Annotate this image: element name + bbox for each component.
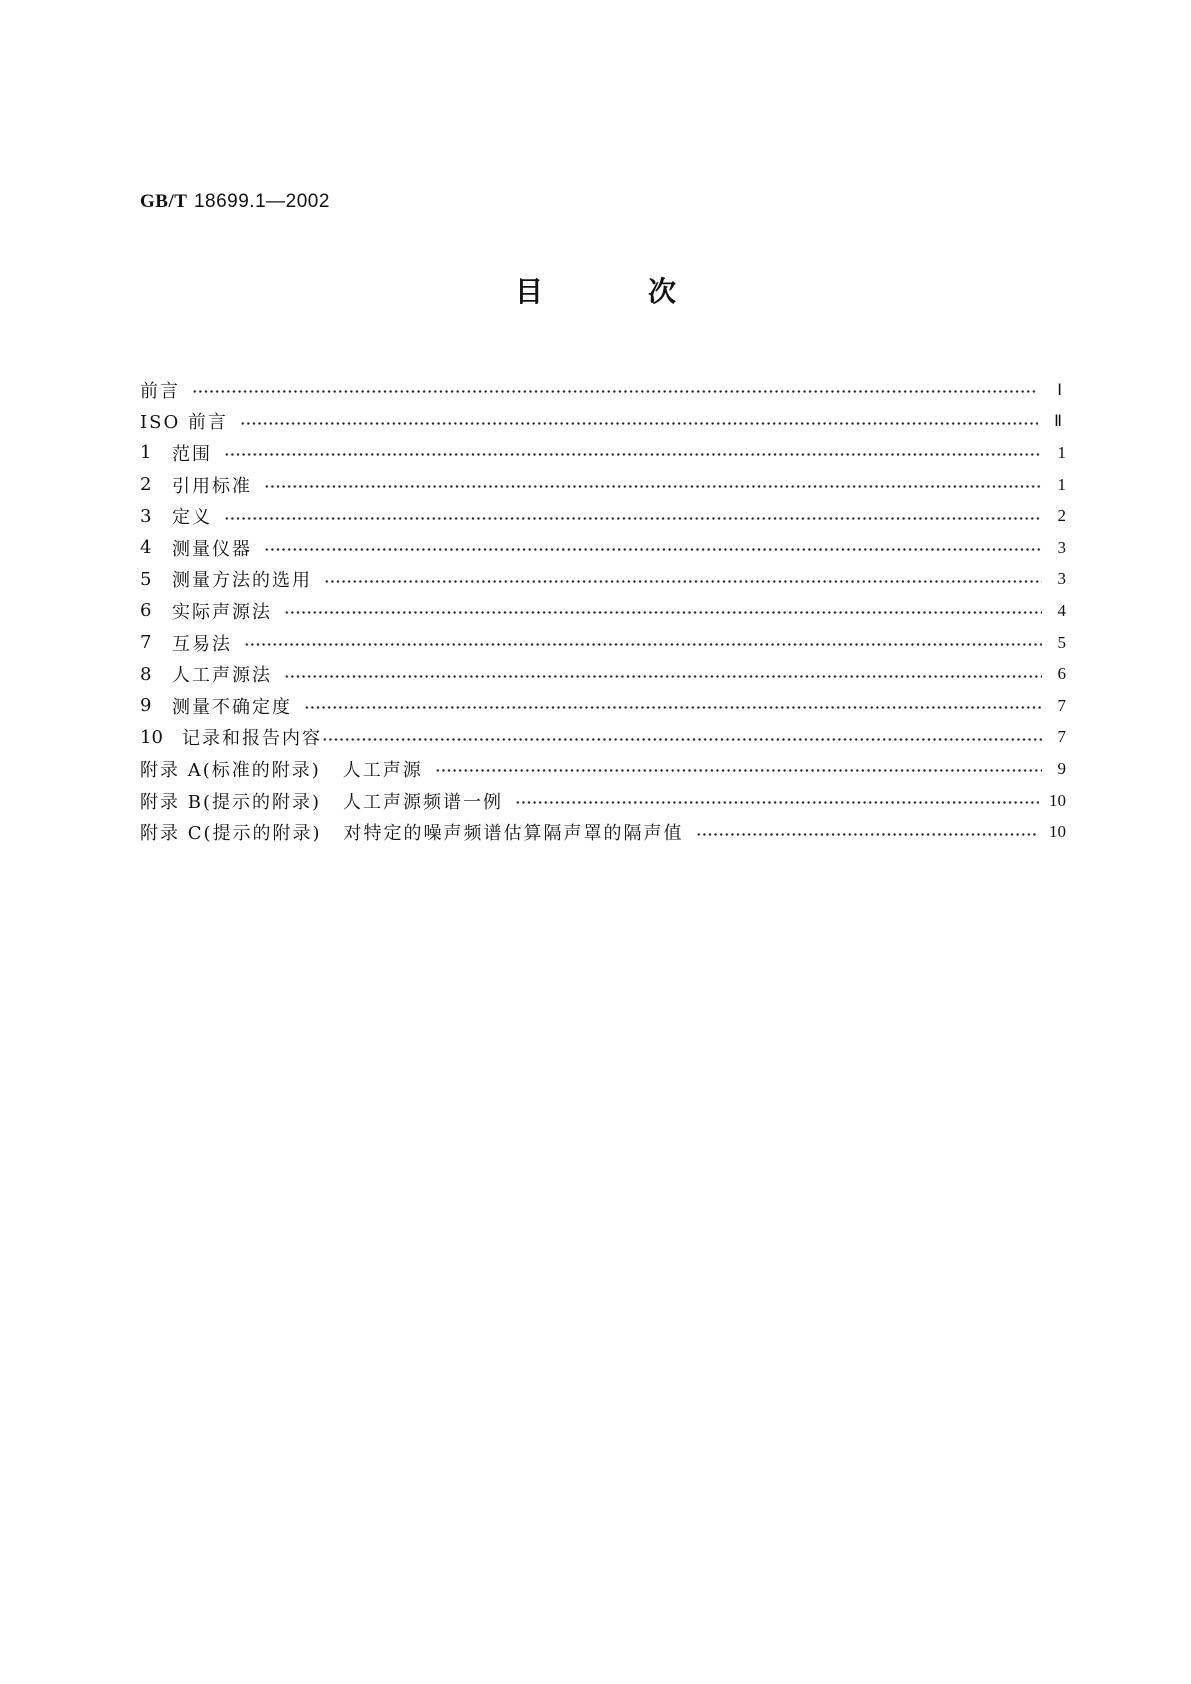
toc-entry-text: 定义 xyxy=(172,507,212,529)
toc-entry-text: ISO 前言 xyxy=(140,412,228,434)
toc-leader-dots xyxy=(224,517,1042,520)
toc-entry-text: 互易法 xyxy=(172,633,232,655)
toc-entry-page: 10 xyxy=(1049,822,1066,842)
toc-entry-page: 5 xyxy=(1057,632,1066,652)
toc-entry-text: 范围 xyxy=(172,443,212,465)
toc-entry-text: 测量仪器 xyxy=(172,538,252,560)
toc-entry-1[interactable] xyxy=(140,437,1066,469)
toc-appendix-label: 附录 C(提示的附录) xyxy=(140,823,322,845)
standard-code xyxy=(140,190,330,213)
toc-title-char-2: 次 xyxy=(648,275,677,308)
toc-leader-dots xyxy=(192,390,1038,393)
toc-entry-text: 测量方法的选用 xyxy=(172,570,312,592)
toc-entry-5[interactable] xyxy=(140,564,1066,596)
toc-entry-page: 6 xyxy=(1057,664,1066,684)
toc-entry-text: 实际声源法 xyxy=(172,601,272,623)
toc-entry-text: 人工声源法 xyxy=(172,665,272,687)
toc-title xyxy=(0,275,1191,308)
toc-leader-dots xyxy=(244,643,1042,646)
toc-entry-appendix-a[interactable] xyxy=(140,753,1066,785)
toc-entry-page: 7 xyxy=(1057,695,1066,715)
standard-prefix: GB/T xyxy=(140,191,188,212)
toc-entry-iso-foreword[interactable] xyxy=(140,406,1066,438)
toc-entry-text: 对特定的噪声频谱估算隔声罩的隔声值 xyxy=(343,823,684,845)
toc-entry-appendix-c[interactable] xyxy=(140,816,1066,848)
toc-entry-9[interactable] xyxy=(140,690,1066,722)
toc-entry-text: 人工声源 xyxy=(342,759,423,781)
toc-entry-number: 6 xyxy=(140,600,152,622)
toc-entry-text: 前言 xyxy=(140,380,180,402)
toc-entry-number: 8 xyxy=(140,663,152,685)
toc-leader-dots xyxy=(696,833,1039,836)
toc-list xyxy=(140,374,1066,848)
toc-leader-dots xyxy=(324,580,1042,583)
toc-leader-dots xyxy=(284,611,1042,614)
toc-entry-text: 引用标准 xyxy=(172,475,252,497)
toc-entry-number: 4 xyxy=(140,537,152,559)
toc-entry-text: 人工声源频谱一例 xyxy=(343,791,503,813)
toc-entry-page: 1 xyxy=(1057,474,1066,494)
toc-leader-dots xyxy=(322,738,1042,741)
toc-leader-dots xyxy=(284,675,1042,678)
toc-entry-page: 7 xyxy=(1057,727,1066,747)
toc-entry-text: 测量不确定度 xyxy=(172,696,292,718)
toc-appendix-label: 附录 A(标准的附录) xyxy=(140,759,321,781)
toc-entry-10[interactable] xyxy=(140,722,1066,754)
toc-leader-dots xyxy=(515,801,1039,804)
toc-leader-dots xyxy=(240,422,1038,425)
toc-entry-appendix-b[interactable] xyxy=(140,785,1066,817)
toc-leader-dots xyxy=(224,453,1042,456)
toc-entry-number: 7 xyxy=(140,632,152,654)
toc-entry-page: Ⅰ xyxy=(1057,381,1062,399)
toc-appendix-label: 附录 B(提示的附录) xyxy=(140,791,321,813)
toc-entry-7[interactable] xyxy=(140,627,1066,659)
toc-entry-number: 10 xyxy=(140,726,163,748)
toc-entry-foreword[interactable] xyxy=(140,374,1066,406)
toc-entry-8[interactable] xyxy=(140,658,1066,690)
toc-entry-page: 10 xyxy=(1049,790,1066,810)
toc-leader-dots xyxy=(264,548,1042,551)
toc-entry-6[interactable] xyxy=(140,595,1066,627)
toc-leader-dots xyxy=(304,706,1042,709)
toc-entry-number: 9 xyxy=(140,695,152,717)
toc-entry-page: 3 xyxy=(1057,569,1066,589)
toc-entry-2[interactable] xyxy=(140,469,1066,501)
toc-entry-number: 3 xyxy=(140,505,152,527)
toc-entry-4[interactable] xyxy=(140,532,1066,564)
toc-entry-3[interactable] xyxy=(140,500,1066,532)
standard-number: 18699.1—2002 xyxy=(193,191,330,212)
toc-entry-page: 4 xyxy=(1057,600,1066,620)
toc-entry-number: 1 xyxy=(140,442,152,464)
toc-entry-page: 2 xyxy=(1057,506,1066,526)
toc-entry-page: 1 xyxy=(1057,442,1066,462)
toc-entry-number: 5 xyxy=(140,568,152,590)
toc-entry-number: 2 xyxy=(140,474,152,496)
toc-entry-page: Ⅱ xyxy=(1054,413,1062,431)
toc-entry-text: 记录和报告内容 xyxy=(182,728,322,750)
toc-title-char-1: 目 xyxy=(514,275,543,308)
toc-entry-page: 9 xyxy=(1057,758,1066,778)
toc-leader-dots xyxy=(264,485,1042,488)
toc-leader-dots xyxy=(435,769,1042,772)
toc-entry-page: 3 xyxy=(1057,537,1066,557)
